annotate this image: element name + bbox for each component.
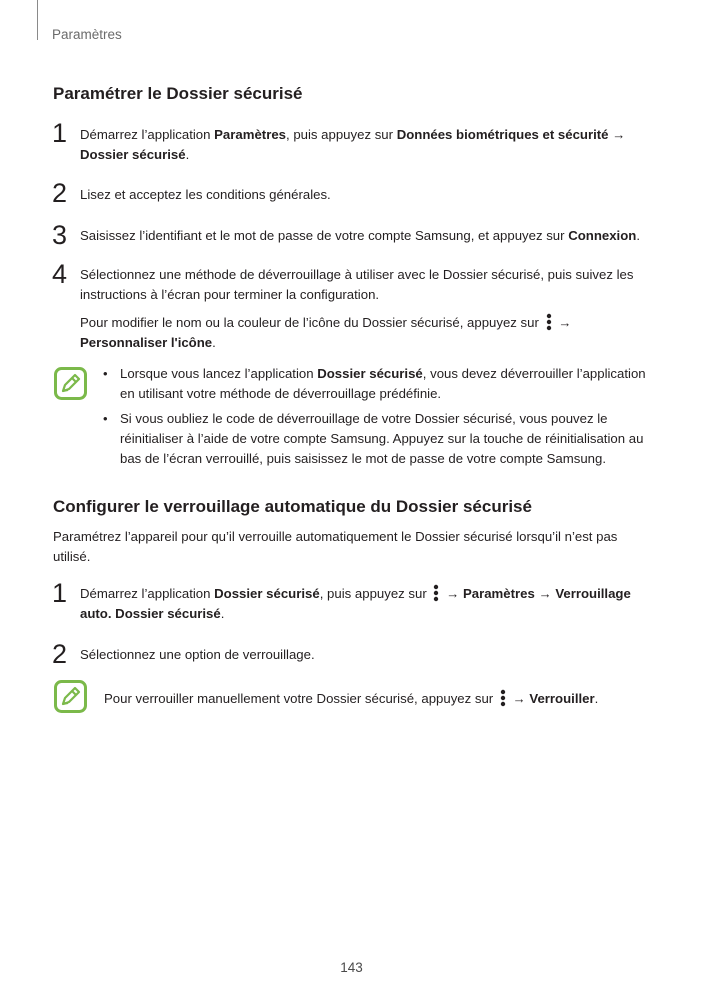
more-options-icon: [430, 584, 442, 602]
note-text: Si vous oubliez le code de déverrouillage de votre Dossier sécurisé, vous pouvez le: [120, 411, 608, 426]
note-icon: [54, 680, 87, 713]
bullet-marker: •: [103, 366, 108, 381]
step-number: 2: [52, 639, 68, 669]
step-text: Personnaliser l'icône.: [80, 335, 216, 350]
intro-text: Paramétrez l’appareil pour qu’il verrouille automatiquement le Dossier sécurisé lorsqu’il n’est pas: [53, 529, 618, 544]
step-text: Saisissez l’identifiant et le mot de passe de votre compte Samsung, et appuyez sur Connexion.: [80, 228, 641, 243]
step-number: 2: [52, 178, 68, 208]
step-text: Démarrez l’application Paramètres, puis appuyez sur Données biométriques et sécurité →: [80, 127, 626, 142]
step-number: 3: [52, 220, 68, 250]
step-number: 4: [52, 259, 68, 289]
note-text: bas de l’écran verrouillé, puis saisissez le mot de passe de votre compte Samsung.: [120, 451, 606, 466]
step-text: instructions à l’écran pour terminer la configuration.: [80, 287, 380, 302]
step-number: 1: [52, 578, 68, 608]
step-text: Sélectionnez une méthode de déverrouillage à utiliser avec le Dossier sécurisé, puis suivez les: [80, 267, 634, 282]
page-number: 143: [340, 960, 363, 975]
note-icon: [54, 367, 87, 400]
step-text: Pour modifier le nom ou la couleur de l’icône du Dossier sécurisé, appuyez sur →: [80, 315, 572, 330]
section-title-auto-lock: Configurer le verrouillage automatique du Dossier sécurisé: [53, 497, 532, 516]
note-text: Lorsque vous lancez l’application Dossier sécurisé, vous devez déverrouiller l’application: [120, 366, 646, 381]
step-text: Dossier sécurisé.: [80, 147, 190, 162]
step-text: Lisez et acceptez les conditions générales.: [80, 187, 331, 202]
note-text: en utilisant votre méthode de déverrouillage prédéfinie.: [120, 386, 442, 401]
step-text: Démarrez l’application Dossier sécurisé, puis appuyez sur → Paramètres → Verrouillage: [80, 586, 631, 601]
step-text: auto. Dossier sécurisé.: [80, 606, 225, 621]
note-text: réinitialiser à l’aide de votre compte Samsung. Appuyez sur la touche de réinitialisation au: [120, 431, 644, 446]
header-title: Paramètres: [52, 27, 122, 42]
step-text: Sélectionnez une option de verrouillage.: [80, 647, 315, 662]
bullet-marker: •: [103, 411, 108, 426]
header-divider: [37, 0, 38, 40]
more-options-icon: [543, 313, 555, 331]
intro-text: utilisé.: [53, 549, 91, 564]
note-text: Pour verrouiller manuellement votre Dossier sécurisé, appuyez sur → Verrouiller.: [104, 691, 599, 706]
more-options-icon: [497, 689, 509, 707]
section-title-setup: Paramétrer le Dossier sécurisé: [53, 84, 303, 103]
step-number: 1: [52, 118, 68, 148]
